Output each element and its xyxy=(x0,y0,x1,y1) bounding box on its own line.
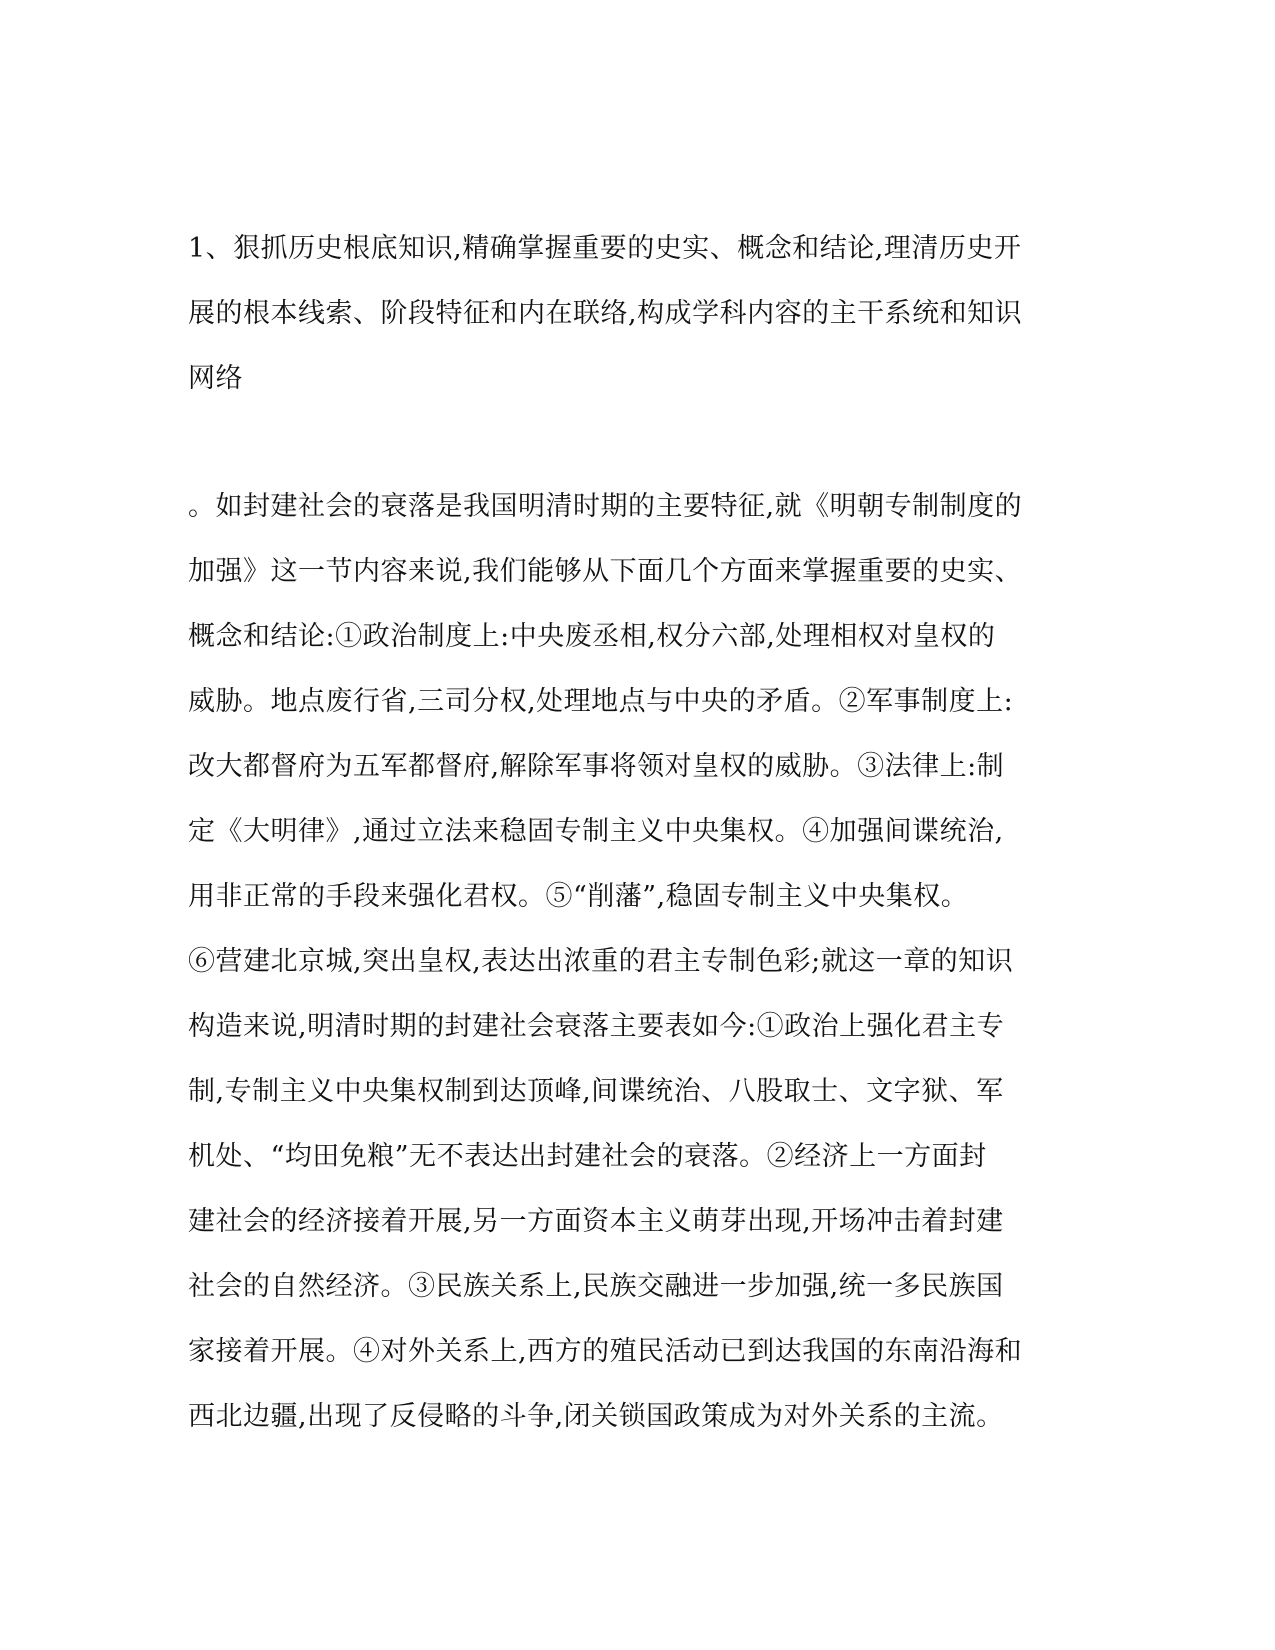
text-line: 建社会的经济接着开展,另一方面资本主义萌芽出现,开场冲击着封建 xyxy=(188,1206,1004,1237)
text-line: 威胁。地点废行省,三司分权,处理地点与中央的矛盾。②军事制度上: xyxy=(188,686,1014,717)
text-line: 加强》这一节内容来说,我们能够从下面几个方面来掌握重要的史实、 xyxy=(188,556,1023,587)
paragraph-intro xyxy=(188,216,1088,411)
text-line: 概念和结论:①政治制度上:中央废丞相,权分六部,处理相权对皇权的 xyxy=(188,621,996,652)
text-line: 定《大明律》,通过立法来稳固专制主义中央集权。④加强间谍统治, xyxy=(188,816,1004,847)
text-line: 网络 xyxy=(188,363,243,394)
text-line: 改大都督府为五军都督府,解除军事将领对皇权的威胁。③法律上:制 xyxy=(188,751,1005,782)
paragraph-body xyxy=(188,474,1088,1449)
text-line: 展的根本线索、阶段特征和内在联络,构成学科内容的主干系统和知识 xyxy=(188,298,1023,329)
text-line: 西北边疆,出现了反侵略的斗争,闭关锁国政策成为对外关系的主流。 xyxy=(188,1401,1004,1432)
text-line: 。如封建社会的衰落是我国明清时期的主要特征,就《明朝专制制度的 xyxy=(188,491,1023,522)
text-line: 家接着开展。④对外关系上,西方的殖民活动已到达我国的东南沿海和 xyxy=(188,1336,1023,1367)
text-line: 用非正常的手段来强化君权。⑤“削藩”,稳固专制主义中央集权。 xyxy=(188,881,969,912)
text-line: 构造来说,明清时期的封建社会衰落主要表如今:①政治上强化君主专 xyxy=(188,1011,1005,1042)
text-line: 制,专制主义中央集权制到达顶峰,间谍统治、八股取士、文字狱、军 xyxy=(188,1076,1004,1107)
text-line: 机处、“均田免粮”无不表达出封建社会的衰落。②经济上一方面封 xyxy=(188,1141,987,1172)
text-line: ⑥营建北京城,突出皇权,表达出浓重的君主专制色彩;就这一章的知识 xyxy=(188,946,1014,977)
text-line: 社会的自然经济。③民族关系上,民族交融进一步加强,统一多民族国 xyxy=(188,1271,1004,1302)
text-line: 1、狠抓历史根底知识,精确掌握重要的史实、概念和结论,理清历史开 xyxy=(188,233,1022,264)
